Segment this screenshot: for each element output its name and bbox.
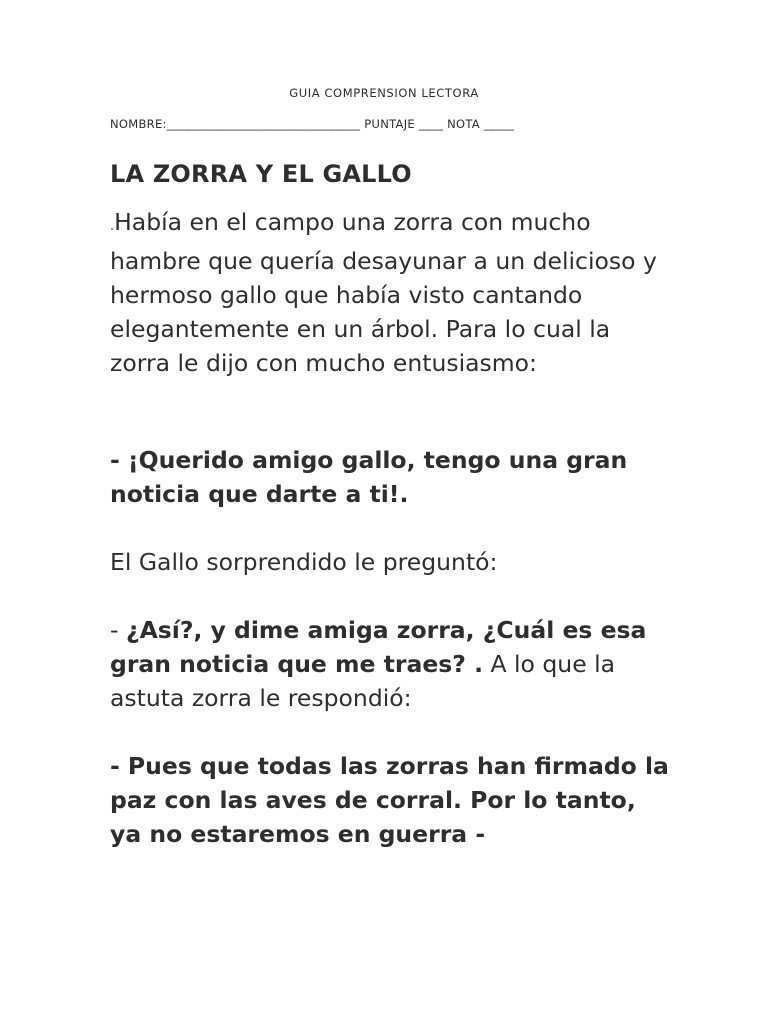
rooster-question-text: ¿Así?, y dime amiga zorra, ¿Cuál es esa gran noticia que me traes? . <box>110 616 647 678</box>
paragraph-fox-greeting: - ¡Querido amigo gallo, tengo una gran noticia que darte a ti!. <box>110 446 628 508</box>
paragraph-intro <box>110 205 670 380</box>
dialogue-dash: - <box>110 616 126 644</box>
paragraph-rooster-asks: El Gallo sorprendido le preguntó: <box>110 548 498 576</box>
narration-text: A lo que la astuta zorra le respondió: <box>110 650 616 712</box>
student-info-line: NOMBRE:________________________________ PUNTAJE ____ NOTA _____ <box>110 117 515 131</box>
guide-title: GUIA COMPRENSION LECTORA <box>289 86 479 100</box>
paragraph-fox-answer: - Pues que todas las zorras han firmado la paz con las aves de corral. Por lo tanto, ya no estaremos en guerra - <box>110 752 669 848</box>
leading-dot: . <box>110 219 115 234</box>
paragraph-rooster-question <box>110 613 670 715</box>
paragraph-intro-text: Había en el campo una zorra con mucho hambre que quería desayunar a un delicioso y hermoso gallo que había visto cantando elegantemente en un árbol. Para lo cual la zorra le dijo con mucho entusiasmo: <box>110 208 657 377</box>
story-title: LA ZORRA Y EL GALLO <box>110 160 412 188</box>
